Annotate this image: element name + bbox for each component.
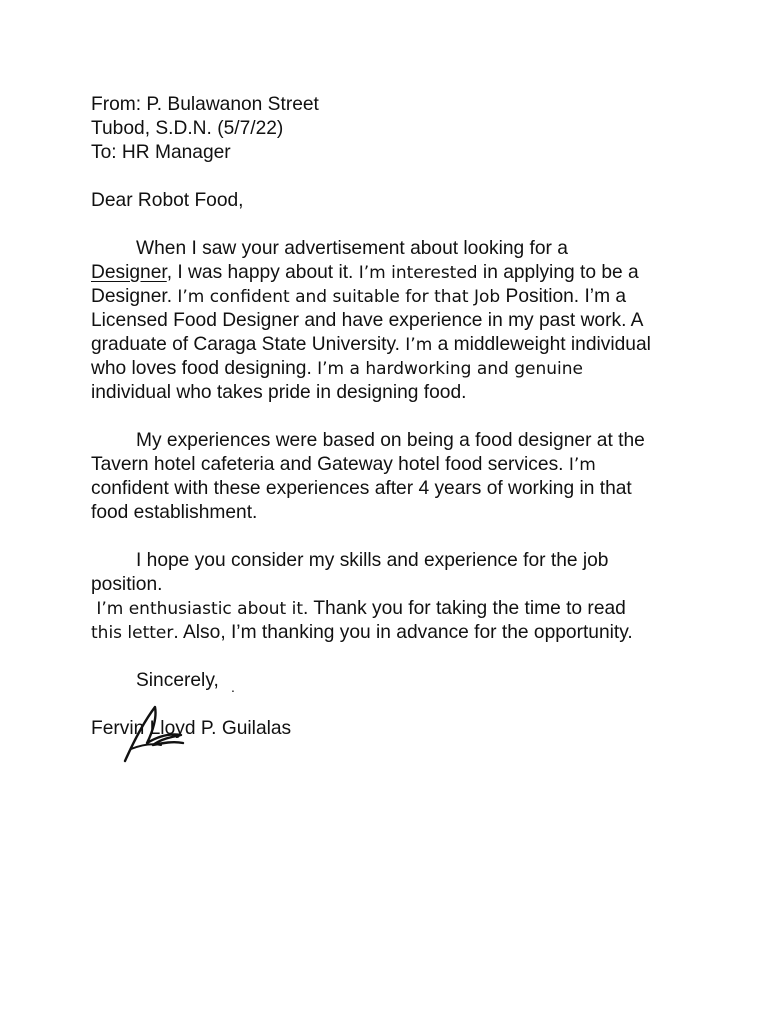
- paragraph-line: position.: [91, 574, 163, 595]
- paragraph-line: Tavern hotel cafeteria and Gateway hotel food services. I’m: [91, 454, 596, 475]
- paragraph-line: When I saw your advertisement about looking for a: [136, 238, 568, 259]
- paragraph-line: Designer, I was happy about it. I’m interested in applying to be a: [91, 262, 639, 283]
- paragraph-line: this letter. Also, I’m thanking you in advance for the opportunity.: [91, 622, 633, 643]
- paragraph-line: individual who takes pride in designing food.: [91, 382, 467, 403]
- underlined-word: Designer: [91, 262, 167, 283]
- letter-header: [91, 93, 731, 165]
- paragraph-2: [91, 429, 731, 525]
- from-line: From: P. Bulawanon Street: [91, 94, 319, 115]
- paragraph-line: Licensed Food Designer and have experience in my past work. A: [91, 310, 644, 331]
- paragraph-line: graduate of Caraga State University. I’m a middleweight individual: [91, 334, 651, 355]
- address-line: Tubod, S.D.N. (5/7/22): [91, 118, 284, 139]
- paragraph-line: Designer. I’m confident and suitable for that Job Position. I’m a: [91, 286, 627, 307]
- letter: [91, 93, 731, 741]
- paragraph-line: food establishment.: [91, 502, 258, 523]
- paragraph-line: My experiences were based on being a food designer at the: [136, 430, 645, 451]
- closing: [91, 669, 731, 693]
- signature-name: Fervin Lloyd P. Guilalas: [91, 718, 292, 739]
- paragraph-line: confident with these experiences after 4 years of working in that: [91, 478, 632, 499]
- closing-text: Sincerely,: [136, 670, 219, 691]
- handwritten-signature: [117, 703, 187, 767]
- paragraph-3: [91, 549, 731, 645]
- salutation: Dear Robot Food,: [91, 190, 244, 211]
- paragraph-line: I hope you consider my skills and experience for the job: [136, 550, 609, 571]
- signature-block: [91, 717, 731, 741]
- paragraph-1: [91, 237, 731, 405]
- stray-dot: .: [231, 679, 235, 695]
- to-line: To: HR Manager: [91, 142, 231, 163]
- paragraph-line: I’m enthusiastic about it. Thank you for taking the time to read: [96, 598, 626, 619]
- paragraph-line: who loves food designing. I’m a hardworking and genuine: [91, 358, 583, 379]
